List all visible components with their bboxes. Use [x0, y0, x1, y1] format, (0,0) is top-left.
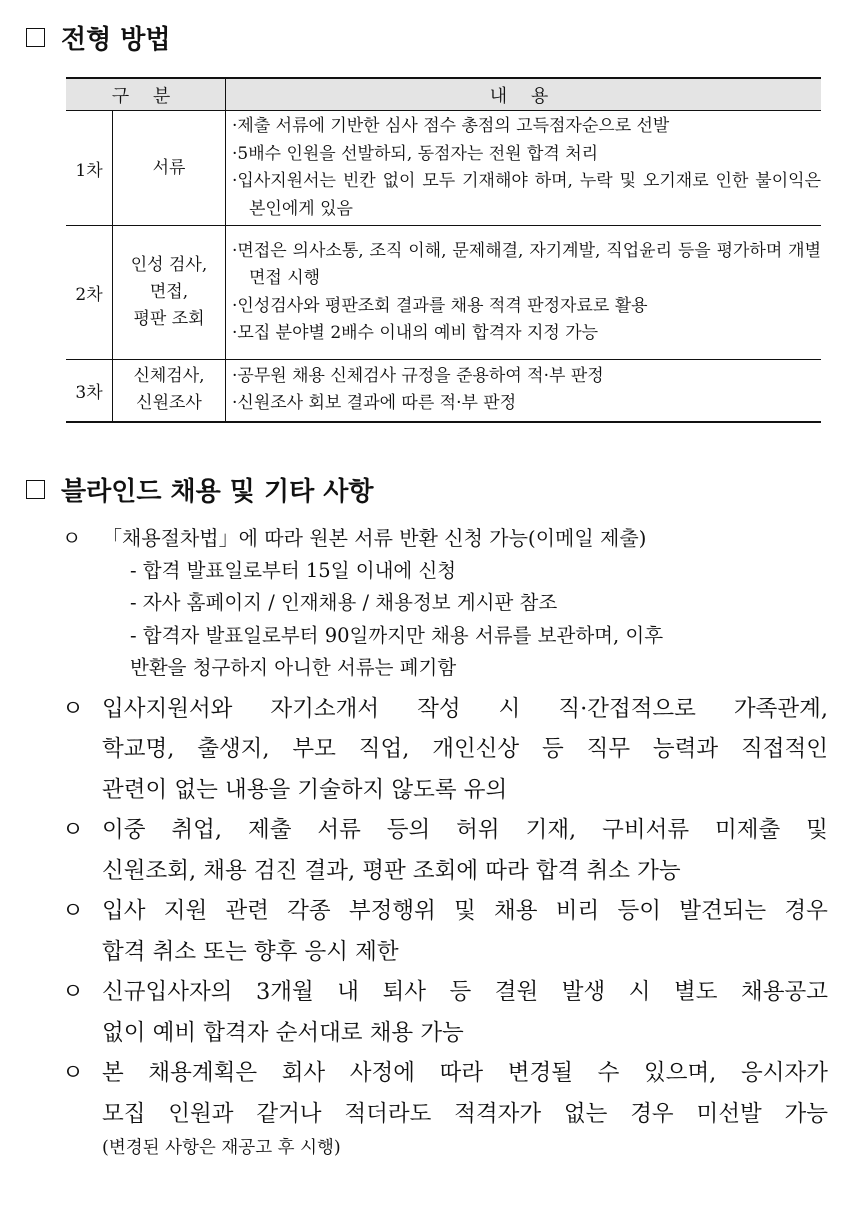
word: 사정에	[349, 1060, 416, 1086]
word: 인원과	[168, 1100, 234, 1127]
word: 채용	[494, 898, 538, 924]
word: 부정행위	[348, 898, 436, 924]
word: 학교명,	[102, 736, 175, 762]
word: 미제출	[715, 817, 781, 843]
stage-cell: 2차	[66, 226, 113, 360]
list-item: ㅇ 본 채용계획은 회사 사정에 따라 변경될 수 있으며, 응시자가	[62, 1053, 828, 1094]
word: 각종	[287, 898, 331, 924]
list-item-cont: 신원조회, 채용 검진 결과, 평판 조회에 따라 합격 취소 가능	[102, 857, 681, 884]
word: 같거나	[256, 1100, 322, 1127]
sub-item: 반환을 청구하지 아니한 서류는 폐기함	[130, 656, 457, 679]
word: 미선발	[696, 1100, 762, 1127]
word: 서류	[317, 817, 361, 843]
word: 채용공고	[741, 979, 828, 1005]
word: 적더라도	[344, 1100, 432, 1127]
type-line: 면접,	[149, 282, 189, 302]
word: 지원	[163, 898, 208, 924]
circle-bullet: ㅇ	[62, 526, 82, 550]
stage-cell: 3차	[66, 360, 113, 422]
table-row	[66, 111, 821, 226]
bullet-item: ·모집 분야별 2배수 이내의 예비 합격자 지정 가능	[232, 323, 599, 343]
word: 작성	[417, 695, 461, 722]
content-cell	[226, 226, 822, 360]
word: 이중	[102, 817, 146, 843]
word: 가족관계,	[733, 695, 828, 722]
type-cell: 서류	[113, 111, 226, 226]
word: 입사지원서와	[102, 695, 233, 722]
word: 내	[337, 979, 359, 1005]
list-item: ㅇ 입사지원서와 자기소개서 작성 시 직·간접적으로 가족관계,	[62, 689, 828, 730]
sub-item: - 합격 발표일로부터 15일 이내에 신청	[130, 558, 457, 582]
bullet-item: ·제출 서류에 기반한 심사 점수 총점의 고득점자순으로 선발	[232, 116, 670, 136]
list-item-cont	[62, 729, 828, 770]
table-row	[66, 226, 821, 360]
word: 경우	[784, 898, 828, 924]
word: 출생지,	[197, 736, 270, 762]
word: 및	[806, 817, 828, 843]
header-content: 내 용	[226, 78, 822, 111]
type-line: 신체검사,	[133, 366, 205, 387]
section-title-selection	[26, 24, 171, 56]
word: 구비서류	[602, 817, 690, 843]
list-item-cont: 합격 취소 또는 향후 응시 제한	[102, 938, 399, 965]
type-line: 인성 검사,	[130, 255, 208, 275]
word: 등이	[617, 898, 661, 924]
word: 허위	[456, 817, 500, 843]
table-row	[66, 360, 821, 422]
word: 입사	[102, 898, 146, 924]
word: 시	[498, 695, 521, 722]
bullet-item: ·면접은 의사소통, 조직 이해, 문제해결, 자기계발, 직업윤리 등을 평가하며 개별 면접 시행	[232, 240, 821, 288]
word: 개인신상	[432, 736, 520, 762]
type-line: 신원조사	[136, 393, 202, 414]
word: 등	[449, 979, 472, 1005]
note-text: (변경된 사항은 재공고 후 시행)	[102, 1138, 341, 1158]
word: 등	[542, 736, 564, 762]
word: 자기소개서	[270, 695, 380, 722]
blind-hiring-list	[62, 522, 828, 1162]
content-cell	[226, 360, 822, 422]
list-item: ㅇ 이중 취업, 제출 서류 등의 허위 기재, 구비서류 미제출 및	[62, 810, 828, 851]
word: 부모	[292, 736, 336, 762]
word: 없는	[563, 1100, 608, 1127]
word: 변경될	[507, 1060, 573, 1086]
sub-item: - 자사 홈페이지 / 인재채용 / 채용정보 게시판 참조	[130, 591, 558, 614]
word: 능력과	[652, 736, 719, 762]
word: 따라	[439, 1060, 484, 1086]
word: 취업,	[171, 817, 223, 843]
word: 발견되는	[679, 898, 767, 924]
type-line: 평판 조회	[133, 309, 205, 329]
section-title-text: 전형 방법	[61, 25, 171, 55]
list-item	[62, 522, 828, 555]
word: 별도	[674, 979, 718, 1005]
word: 관련	[225, 898, 269, 924]
list-item-cont: 관련이 없는 내용을 기술하지 않도록 유의	[102, 776, 508, 803]
header-category: 구 분	[66, 78, 226, 111]
bullet-item: ·신원조사 회보 결과에 따른 적·부 판정	[232, 393, 517, 414]
checkbox-square-icon	[26, 480, 45, 499]
bullet-item: ·5배수 인원을 선발하되, 동점자는 전원 합격 처리	[232, 143, 599, 164]
item-text: 「채용절차법」에 따라 원본 서류 반환 신청 가능(이메일 제출)	[102, 526, 647, 550]
bullet-item: ·입사지원서는 빈칸 없이 모두 기재해야 하며, 누락 및 오기재로 인한 불이익은 본인에게 있음	[232, 171, 821, 219]
list-item: ㅇ 신규입사자의 3개월 내 퇴사 등 결원 발생 시 별도 채용공고	[62, 972, 828, 1013]
word: 퇴사	[382, 979, 426, 1005]
word: 응시자가	[740, 1060, 828, 1086]
word: 채용계획은	[148, 1060, 258, 1086]
word: 시	[628, 979, 651, 1005]
table-header-row	[66, 78, 821, 111]
section-title-blind	[26, 476, 373, 508]
word: 직·간접적으로	[558, 695, 696, 722]
word: 직업,	[358, 736, 410, 762]
word: 3개월	[255, 979, 314, 1005]
checkbox-square-icon	[26, 28, 45, 47]
word: 모집	[102, 1100, 146, 1127]
word: 기재,	[525, 817, 577, 843]
selection-method-table	[66, 77, 821, 423]
bullet-item: ·인성검사와 평판조회 결과를 채용 적격 판정자료로 활용	[232, 295, 648, 316]
word: 있으며,	[643, 1060, 717, 1086]
word: 본	[102, 1060, 124, 1086]
word: 결원	[494, 979, 539, 1005]
word: 제출	[247, 817, 292, 843]
word: 및	[454, 898, 476, 924]
word: 회사	[281, 1060, 326, 1086]
word: 가능	[784, 1100, 828, 1127]
type-cell	[113, 360, 226, 422]
word: 직접적인	[740, 736, 828, 762]
type-cell	[113, 226, 226, 360]
word: 직무	[586, 736, 631, 762]
word: 경우	[630, 1100, 674, 1127]
word: 등의	[386, 817, 431, 843]
list-item-cont: 없이 예비 합격자 순서대로 채용 가능	[102, 1019, 464, 1046]
list-item: ㅇ 입사 지원 관련 각종 부정행위 및 채용 비리 등이 발견되는 경우	[62, 891, 828, 932]
sub-item: - 합격자 발표일로부터 90일까지만 채용 서류를 보관하며, 이후	[130, 623, 664, 647]
stage-cell: 1차	[66, 111, 113, 226]
section-title-text: 블라인드 채용 및 기타 사항	[61, 477, 374, 507]
word: 발생	[561, 979, 606, 1005]
word: 수	[597, 1060, 620, 1086]
word: 비리	[555, 898, 600, 924]
word: 신규입사자의	[102, 979, 233, 1005]
bullet-item: ·공무원 채용 신체검사 규정을 준용하여 적·부 판정	[232, 365, 604, 386]
content-cell	[226, 111, 822, 226]
word: 적격자가	[454, 1100, 542, 1127]
list-item-cont	[62, 1094, 828, 1135]
